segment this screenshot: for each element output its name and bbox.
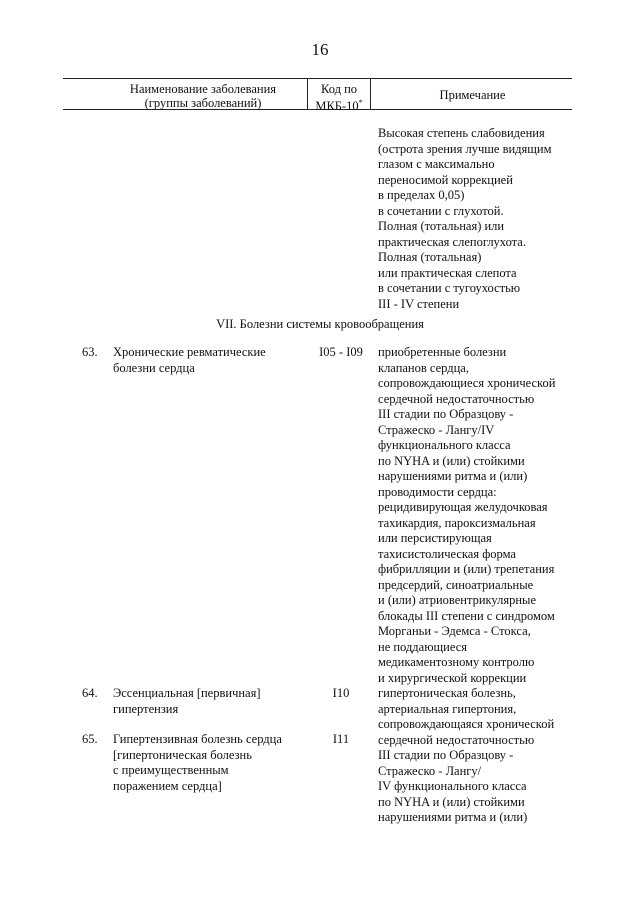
header-footnote-mark: * xyxy=(358,98,363,107)
header-icd-code-line2 xyxy=(308,96,370,113)
table-header xyxy=(63,78,572,114)
row-number: 65. xyxy=(82,732,98,746)
row-number: 63. xyxy=(82,345,98,359)
row-disease-name: Хронические ревматические болезни сердца xyxy=(113,345,266,375)
row-disease-name: Эссенциальная [первичная] гипертензия xyxy=(113,686,261,716)
header-disease-name-line2: (группы заболеваний) xyxy=(144,96,262,110)
header-icd-code-label: МКБ-10 xyxy=(315,99,359,114)
header-icd-code xyxy=(307,79,371,114)
page-number: 16 xyxy=(311,40,329,59)
row-number: 64. xyxy=(82,686,98,700)
section-title: VII. Болезни системы кровообращения xyxy=(216,317,424,331)
row-icd-code: I05 - I09 xyxy=(319,345,363,359)
header-icd-code-line1: Код по xyxy=(320,82,358,96)
row-note: приобретенные болезни клапанов сердца, сопровождающиеся хронической сердечной недостаточностью III стадии по Образцову - Стражеско - Лангу/IV функционального класса по NYHA и (или) стойкими нарушениями ритма и (или) проводимости сердца: рецидивирующая желудочковая тахикардия, пароксизмальная или персистирующая тахисистолическая форма фибрилляции и (или) трепетания предсердий, синоатриальные и (или) атриовентрикулярные блокады III степени с синдромом Морганьи - Эдемса - Стокса, не поддающиеся медикаментозному контролю и хирургической коррекции xyxy=(378,345,556,685)
row-icd-code: I10 xyxy=(332,686,350,700)
header-disease-name-line1: Наименование заболевания xyxy=(129,82,277,96)
row-note: гипертоническая болезнь, артериальная гипертония, сопровождающаяся хронической сердечной недостаточностью III стадии по Образцову - Стражеско - Лангу/ IV функционального класса по NYHA и (или) стойкими нарушениями ритма и (или) xyxy=(378,686,555,824)
header-disease-name xyxy=(103,82,303,110)
continuation-note: Высокая степень слабовидения (острота зрения лучше видящим глазом с максимально переносимой коррекцией в пределах 0,05) в сочетании с глухотой. Полная (тотальная) или практическая слепоглухота. Полная (тотальная) или практическая слепота в сочетании с тугоухостью III - IV степени xyxy=(378,126,552,311)
header-note: Примечание xyxy=(439,88,506,102)
row-icd-code: I11 xyxy=(332,732,350,746)
row-disease-name: Гипертензивная болезнь сердца [гипертоническая болезнь с преимущественным поражением сердца] xyxy=(113,732,282,793)
